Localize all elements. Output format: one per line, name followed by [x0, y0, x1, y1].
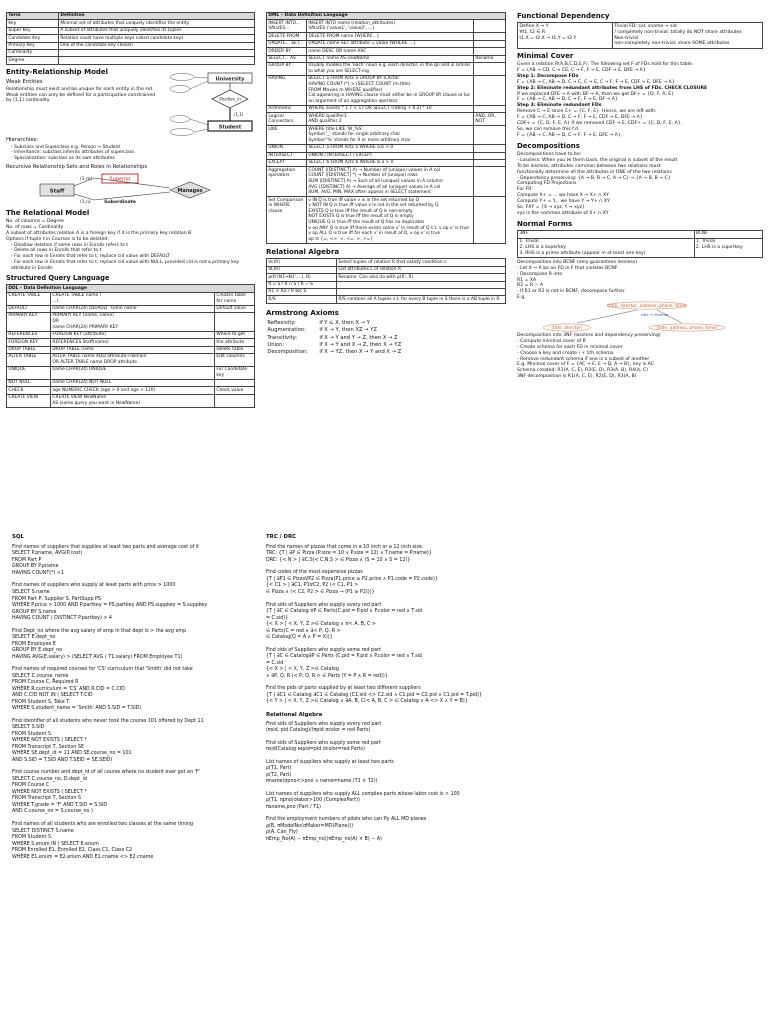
dml-cell	[474, 63, 506, 76]
ddl-cell: DEFAULT	[7, 305, 51, 312]
relational-option: - Disallow deletion if some rows in Enrolls refers to t	[11, 243, 255, 249]
ddl-cell: ALTER TABLE	[7, 353, 51, 366]
hier-title: Hierarchies:	[6, 136, 39, 143]
ra-row	[267, 289, 506, 296]
dml-row	[267, 106, 506, 113]
ddl-cell: CREATE VIEW NewName AS (some query you want in NewName)	[51, 394, 215, 407]
er-label: Student	[218, 124, 242, 131]
ddl-row	[7, 394, 255, 407]
hier-list	[6, 145, 255, 162]
dml-cell: Rename	[474, 55, 506, 62]
dml-cell: Set Comparison in WHERE clause	[267, 197, 307, 244]
ra-table	[266, 258, 506, 303]
fd-right	[613, 23, 763, 48]
bcnf-line: R2 = R − A	[517, 283, 543, 289]
term-cell: Super Key	[7, 27, 59, 34]
tnf-line: - Remove redundant schema if one is a subset of another	[517, 356, 650, 362]
bcnf-line: - Decompose R into	[517, 271, 563, 277]
ddl-row	[7, 292, 255, 305]
hier-item: - Inheritance: subclass inherits attributes of superclass	[11, 150, 255, 156]
dec-line: - Dependency preserving: {A → B, B → C, A → C} → {A → B, B → C}	[517, 175, 671, 181]
fd-left-line: ∀t1, t2 ∈ R	[519, 29, 546, 35]
ddl-table	[6, 284, 255, 408]
ddl-cell: Where to get	[215, 331, 255, 338]
term-cell: Key	[7, 20, 59, 27]
recursive-label: Subordinate	[104, 199, 136, 205]
er-label: Studies_in	[218, 97, 242, 103]
nf-bcnf-list	[694, 238, 762, 257]
armstrong-row	[266, 349, 403, 356]
trc-example: Find sids of Suppliers who supply every red part {T | ∃C ∈ Catalog ∀P ∈ Parts(C.pid = P.pid ∧ P.color = red ∧ T.sid = C.sid)} {< X > | < X, Y, Z >∈ Catalog ∧ ∀< A, B, C > ∈ Parts(C = red ∨ ∃< P, Q, R > ∈ Catalog(Q = A ∧ P = X))}	[266, 602, 423, 641]
term-cell: Primary Key	[7, 42, 59, 49]
relational-lines	[6, 219, 255, 243]
mc-line: F = {AB → C, AB → D, C → F, F → E, DFE → A}	[517, 132, 621, 138]
dml-cell: WHERE title LIKE 'W_%S' Symbol '_' stands for single arbitrary char Symbol '%' stands for 0 or more arbitrary char	[307, 126, 474, 145]
tnf-line: - Compute minimal cover of R	[517, 338, 586, 344]
dml-table	[266, 12, 506, 244]
fd-table	[517, 22, 763, 48]
armstrong-cell: Union:	[267, 342, 285, 349]
term-cell: Candidate Key	[7, 35, 59, 42]
recursive-label: (1,m)	[80, 176, 93, 182]
ddl-cell	[215, 380, 255, 387]
mc-line: F = {AB → CD, C → CE, C → F, F → E, CDF → E, DFE → A}	[517, 68, 646, 74]
ra-example: List names of suppliers who supply at least two parts ρ(T1, Part) ρ(T2, Part) πname(σpno<>pno ∧ name=name (T1 × T2))	[266, 759, 394, 785]
decomposition-label: (title, director)	[551, 326, 583, 332]
tnf-line: - Create schema for each FD in minimal cover	[517, 344, 623, 350]
ddl-cell: name CHAR(24) UNIQUE	[51, 367, 215, 380]
definition-header: Definition	[59, 13, 255, 20]
ddl-cell: CREATE TABLE	[7, 292, 51, 305]
armstrong-cell: Reflexivity:	[267, 319, 296, 326]
fd-title: Functional Dependency	[517, 12, 610, 20]
dml-row	[267, 63, 506, 76]
er-title: Entity-Relationship Model	[6, 67, 109, 76]
dml-row	[267, 152, 506, 159]
dec-lines	[517, 152, 763, 217]
dml-cell: DELETE FROM name [WHERE...]	[307, 33, 474, 40]
nf-bcnf-header: BCNF	[694, 231, 762, 238]
tnf-line: Schema created: R1(A, C, E), R2(E, D), R3(A, B), R4(A, C)	[517, 368, 648, 374]
dml-row	[267, 167, 506, 197]
ddl-cell: the attribute	[215, 339, 255, 346]
dml-cell	[474, 48, 506, 55]
ddl-row	[7, 339, 255, 346]
er-diagram	[162, 69, 254, 139]
ddl-cell: age NUMERIC CHECK (age > 0 and age < 120)	[51, 387, 215, 394]
bcnf-line: E.g.	[517, 295, 526, 301]
dml-cell: UNION / INTERSECT / EXCEPT	[307, 152, 474, 159]
ra-cell: σc(R)	[267, 259, 337, 266]
armstrong-cell: if X → Y and Y → Z, then X → Z	[319, 334, 398, 341]
ddl-cell: UNIQUE	[7, 367, 51, 380]
armstrong-cell: Decomposition:	[267, 349, 308, 356]
ddl-row	[7, 387, 255, 394]
dec-line: Computing FD Projections	[517, 181, 577, 187]
mc-line: CDF+ = {C, D, F, E, A} If we removed CDF → E, CDF+ = {C, D, F, E, A}.	[517, 120, 683, 126]
ra-row	[267, 296, 506, 303]
dml-cell: UNION	[267, 145, 307, 152]
dml-cell	[474, 145, 506, 152]
fd-right-line: / completely non-trivial: totally do NOT share attributes	[614, 29, 742, 35]
nf-bcnf-item: 2. LHS is a superkey	[695, 244, 743, 250]
mc-line: If we replaced DFE → A with DF → A, then we get DF+ = {D, F, A, E}	[517, 91, 675, 97]
trc-example: Find the names of pizzas that come in a 10 inch or a 12 inch size. TRC: {T | ∃P ∈ Pizza (P.size = 10 ∨ P.size = 12) ∧ T.name = P.name)} DRC: {< N > | ∃C,S(< C,N,S > ∈ Pizza ∧ (S = 10 ∨ S = 12)}	[266, 544, 432, 563]
relational-option: - Delete all rows in Enrolls that refer to t	[11, 248, 255, 254]
dml-row	[267, 113, 506, 126]
hier-item: - Specialization: subclass as its own attributes	[11, 156, 255, 162]
dml-row	[267, 76, 506, 106]
col-trc-drc	[266, 532, 526, 1022]
dml-cell: Aggregation operators	[267, 167, 307, 197]
relational-line: No. of rows = Cardinality	[6, 224, 64, 230]
dml-cell: SELECT... AS	[267, 55, 307, 62]
dml-cell	[474, 76, 506, 106]
ddl-row	[7, 380, 255, 387]
bcnf-lines	[517, 260, 763, 301]
dml-cell: COUNT ([DISTINCT] A) → Number of (unique) values in A col COUNT ([DISTINCT] *) → Number of (unique) rows SUM ([DISTINCT] A) → Sum of all (unique) values in A column AVG ([DISTINCT] A) → Average of all (unique) values in A col SUM, AVG, MIN, MAX often appear in SELECT statement	[307, 167, 474, 197]
ddl-cell: Check value	[215, 387, 255, 394]
mc-line: Given a relation R(A,B,C,D,E,F). The following set F of FDs hold for this table.	[517, 62, 694, 68]
mc-line: F = {AB → C, AB → D, C → C, C → E, C → F, F → E, CDF → E, DFE → A}	[517, 79, 675, 85]
ra-row	[267, 259, 506, 266]
trc-title: TRC / DRC	[266, 534, 297, 540]
sql-examples-title: SQL	[12, 534, 24, 540]
relational-line: A subset of attributes relation A is a foreign key if it is the primary key relation B	[6, 230, 192, 236]
mc-line: F = {AB → C, AB → D, C → F, F → E, CDF → E, DFE → A}	[517, 115, 643, 121]
armstrong-cell: if Y ⊆ X, then X → Y	[319, 319, 370, 326]
tnf-lines	[517, 333, 763, 380]
dml-row	[267, 20, 506, 33]
term-row	[7, 57, 255, 64]
dec-line: - Lossless: When you ⋈ them back, the original is subset of the result	[517, 157, 678, 163]
dec-line: To be lossless, attributes common between two relations must	[517, 163, 661, 169]
hier-item: - Subclass and Superclass e.g. Person → Student	[11, 145, 255, 151]
dec-line: So, FXY = {X → xyz, Y → xyz}	[517, 204, 585, 210]
armstrong-table	[266, 319, 403, 356]
col-fd-nf	[517, 12, 763, 512]
dml-cell	[474, 159, 506, 166]
fd-right-line: Trivial FD: sid, sname → sid	[614, 23, 677, 29]
ddl-cell: Creates table for name	[215, 292, 255, 305]
ra-cell: πL(R)	[267, 266, 337, 273]
fd-left	[518, 23, 613, 48]
ra-row	[267, 266, 506, 273]
ddl-cell: CREATE TABLE name ( ...)	[51, 292, 215, 305]
relational-title: The Relational Model	[6, 208, 90, 217]
armstrong-cell: Transitivity:	[267, 334, 297, 341]
ddl-row	[7, 305, 255, 312]
ra-title: Relational Algebra	[266, 248, 340, 256]
ddl-row	[7, 367, 255, 380]
armstrong-cell: if X → YZ, then X → Y and X → Z	[319, 349, 402, 356]
trc-example: Find the pids of parts supplied by at least two different suppliers {T | ∃C1 ∈ Catalog ∃C1 ∈ Catalog (C1.sid <> C2.sid ∧ C1.pid = C2.pid ∧ C1.pid = T.pid)} {< Y > | < X, Y, Z >∈ Catalog ∧ ∃A, B, C(< A, B, C > ∈ Catalog ∧ A <> X ∧ Y = B)}	[266, 686, 482, 705]
dml-cell: LIKE	[267, 126, 307, 145]
term-row	[7, 50, 255, 57]
dml-cell: v IN Q is true iff value v is in the set returned by Q v NOT IN Q is true iff value v is not in the set returned by Q EXISTS Q is true iff the result of Q is non-empty NOT EXISTS Q is true iff the result of Q is empty UNIQUE Q is true iff the result of Q has no duplicates v op ANY Q is true iff there exists some v' in result of Q s.t. v op v' is true v op ALL Q is true iff for each v' in result of Q, v op v' is true op ∈ {=, <>, <, <=, >, >=}	[307, 197, 474, 244]
tnf-line: E.g. Minimal cover of F = {AC → E, E → D, A → B}, key is AC	[517, 362, 654, 368]
ddl-row	[7, 331, 255, 338]
nf-3nf-list	[518, 238, 695, 257]
term-cell: Cardinality	[7, 50, 59, 57]
ra-example: Find sids of Suppliers who supply some red part πsid(Catalog ⋈pid=pid σcolor=red Parts)	[266, 740, 381, 753]
dml-row	[267, 159, 506, 166]
term-table	[6, 12, 255, 65]
dml-cell	[474, 40, 506, 47]
relational-options	[6, 243, 255, 272]
tnf-line: Decomposition into 3NF (lossless and dependency preserving)	[517, 333, 661, 339]
dml-cell: Logical Connectors	[267, 113, 307, 126]
ddl-header: DDL – Data Definition Language	[7, 285, 255, 292]
dml-cell	[474, 106, 506, 113]
col-dml-ra	[266, 12, 506, 512]
armstrong-cell: if X → Y and X → Z, then X → YZ	[319, 342, 402, 349]
ddl-cell: REFERENCES Staff(name)	[51, 339, 215, 346]
ddl-row	[7, 313, 255, 332]
trc-example-list	[266, 545, 526, 706]
dml-cell: Arithmetic	[267, 106, 307, 113]
dec-line: Compute X+ = ... we have X → X+ ∩ XY	[517, 193, 609, 199]
sql-example: Find names of suppliers who supply at least parts with price > 1000 SELECT S.name FROM Part P, Supplier S, PartSupp PS WHERE P.price > 1000 AND P.partkey = PS.partkey AND PS.suppkey = S.suppkey GROUP BY S.name HAVING COUNT ( DISTINCT P.partkey) > 4	[12, 583, 208, 622]
ddl-cell: ALTER TABLE name ADD attribute+domain OR ALTER TABLE name DROP attribute	[51, 353, 215, 366]
term-header: Term	[7, 13, 59, 20]
mc-title: Minimal Cover	[517, 51, 574, 60]
bcnf-line: - If R1 or R2 is not in BCNF, decompose further	[517, 289, 625, 295]
sql-example: Find names of all students who are enrolled two classes at the same timing SELECT DISTINCT S.name FROM Student S WHERE S.enum IN ( SELECT E.enum FROM Enrolled E1, Enrolled E2, Class C1, Class C2 WHERE E1.enum = E2.enum AND E1.cname <> E2.cname	[12, 821, 194, 860]
weak-text: Relationship must exist and be unique for each entity in the set. Weak entities can only be defined for a participation constrained by (1,1) cardinality	[6, 86, 156, 104]
ddl-cell: name CHAR(24) NOT NULL	[51, 380, 215, 387]
ra-cell	[337, 281, 506, 288]
mc-line: So, we can remove this f.d.	[517, 126, 580, 132]
sql-title: Structured Query Language	[6, 274, 110, 283]
trc-example: Find codes of the most expensive pizzas {T | ∃P1 ∈ PizzaVP2 ∈ Pizza(P1.price ≥ P2.price ∧ P1.code = P2.code)} {< C1 > | ∃C1, P1∀C2, P2 (< C1, P1 > ∈ Pizza ∧ (< C2, P2 > ∈ Pizza → (P1 ≥ P2)))}	[266, 570, 438, 595]
ddl-cell	[215, 394, 255, 407]
dml-cell	[474, 152, 506, 159]
ddl-cell	[215, 313, 255, 332]
ra-cell: R ∪ S / R ∩ S / R − S	[267, 281, 337, 288]
dml-cell: DELETE FROM	[267, 33, 307, 40]
ra-cell: R1 × R2 / R ⋈c S	[267, 289, 337, 296]
term-cell: A subset of attributes that uniquely identifies its tuples	[59, 27, 255, 34]
ddl-cell: DROP TABLE name	[51, 346, 215, 353]
term-cell: Degree	[7, 57, 59, 64]
dml-cell: SELECT a FROM Acts a GROUP BY a.Actor HAVING COUNT (*) > (SELECT COUNT (m.title) FROM Movies m WHERE qualifier) Col appearing in HAVING clause must either be in GROUP BY clause or be an argument of an aggregation operator	[307, 76, 474, 106]
mc-line: F = {AB → C, AB → D, C → F, F → E, DF → A}	[517, 97, 618, 103]
decomposition-label: (title, address, phone, time)	[657, 326, 717, 332]
ra-cell: Select tuples of relation R that satisfy condition c	[337, 259, 506, 266]
dml-cell: WHERE assets * 1.7 < 17 OR SELECT (rating + 0.2) * 10	[307, 106, 474, 113]
ra-row	[267, 281, 506, 288]
nf-3nf-item: 2. LHS is a superkey	[519, 244, 567, 250]
ddl-cell: PRIMARY KEY	[7, 313, 51, 332]
ddl-cell: NOT NULL	[7, 380, 51, 387]
fd-left-line: t1.X = t2.X → t1.Y = t2.Y	[519, 35, 577, 41]
ddl-cell: Default value	[215, 305, 255, 312]
ra-example: Find the employment numbers of pilots who can fly ALL MD planes ρ(B, πModelNo(σMaker=MD(Plane))) ρ(A, Can_Fly) πEmp_No(A) − πEmp_no((πEmp_no(A) × B) − A)	[266, 817, 427, 842]
mc-line: Step 1: Decompose FDs	[517, 73, 579, 79]
ra-cell: R/S	[267, 296, 337, 303]
ra-example: List names of suppliers who supply ALL complex parts whose labor cost is > 100 ρ(T1, πpno(σlabor>100 (ComplexPart)) πsname,pno (Part / T1)	[266, 791, 460, 810]
bcnf-line: - Let X → A be an FD in F that violates BCNF	[517, 265, 618, 271]
ddl-cell: FOREIGN KEY	[7, 339, 51, 346]
ra-cell: R/S contains all A tuples s.t. for every B tuple in S there is a AB tuple in R	[337, 296, 506, 303]
ddl-cell: PRIMARY KEY (name, name) OR name CHAR(24) PRIMARY KEY	[51, 313, 215, 332]
armstrong-cell: Augmentation:	[267, 327, 306, 334]
dml-cell	[474, 197, 506, 244]
dml-cell	[474, 167, 506, 197]
nf-3nf-item: 1. Trivial	[519, 238, 539, 244]
term-row	[7, 35, 255, 42]
term-cell: One of the candidate key chosen	[59, 42, 255, 49]
sql-example: Find Dept_no where the avg salary of emp in that dept is > the avg emp SELECT E.dept_no FROM Employee E GROUP BY E.dept_no HAVING AVG(E.salary) > (SELECT AVG ( T1.salary) FROM Employee T1)	[12, 628, 187, 660]
term-row	[7, 27, 255, 34]
er-label: (1,1)	[234, 111, 244, 117]
ra-cell: Rename. Can also do with ρ(R', R)	[337, 274, 506, 281]
dml-row	[267, 55, 506, 62]
tnf-line: 3NF decomposition is R1(A, C, E), R2(E, D), R3(A, B)	[517, 374, 637, 380]
armstrong-row	[266, 327, 403, 334]
nf-3nf-item: 3. RHS is a prime attribute (appear in at least one key)	[519, 250, 646, 256]
sql-example: Find identifier of all students who never took the course 101 offered by Dept 11 SELECT S.SID FROM Student S WHERE NOT EXISTS ( SELECT * FROM Transcript T, Section SE WHERE SE.dept_id = 11 AND SE.course_no = 101 AND S.SID = T.SID AND T.SEID = SE.SEID)	[12, 718, 204, 763]
dec-title: Decompositions	[517, 141, 580, 150]
ddl-row	[7, 353, 255, 366]
armstrong-row	[266, 342, 403, 349]
dml-row	[267, 40, 506, 47]
dml-cell: UPDATE name SET attribute = value [WHERE ...]	[307, 40, 474, 47]
recursive-label: Superior	[109, 176, 131, 183]
nf-table	[517, 230, 763, 258]
armstrong-row	[266, 319, 403, 326]
er-label: University	[215, 76, 245, 83]
dml-row	[267, 126, 506, 145]
recursive-label: Manages	[177, 187, 203, 194]
mc-line: Step 2: Eliminate redundant attributes from LHS of FDs. CHECK CLOSURE	[517, 85, 708, 91]
mc-lines	[517, 62, 763, 138]
mc-line: Remove C → E since C+ = {C, F, E}. Hence, we are left with:	[517, 109, 657, 115]
recursive-label: Staff	[49, 188, 65, 195]
dml-row	[267, 48, 506, 55]
dml-row	[267, 145, 506, 152]
col-sql-examples	[12, 532, 262, 1022]
ddl-cell: CHECK	[7, 387, 51, 394]
nf-bcnf-item: 1. Trivial	[695, 238, 716, 244]
mc-line: Step 3: Eliminate redundant FDs	[517, 103, 602, 109]
ra-cell	[337, 289, 506, 296]
ra-cell: ρ(R'(N1→N1',...), R)	[267, 274, 337, 281]
dec-line: functionally determine all the attributes in ONE of the two relations	[517, 169, 672, 175]
dml-header: DML – Data Definition Language	[267, 13, 506, 20]
sql-example: Find names of suppliers that supplies at least two parts and average cost of it SELECT P.pname, AVG(P.cost) FROM Part P GROUP BY P.pname HAVING COUNT(*) >1	[12, 544, 200, 576]
dml-cell: INSERT INTO... VALUES...	[267, 20, 307, 33]
dml-cell	[474, 33, 506, 40]
dml-cell: SELECT name AS newName	[307, 55, 474, 62]
sql-example: Find course number and dept_id of all course where no student ever got an 'F' SELECT C.course_no, D.dept_id FROM Course C WHERE NOT EXISTS ( SELECT * FROM Transcript T, Section S WHERE T.grade = 'F' AND T.SID = S.SID AND C.course_no = S.course_no )	[12, 770, 200, 815]
armstrong-row	[266, 334, 403, 341]
dml-cell: Usually models the 'each' noun e.g. each director, in the qn and is similar to what you are SELECT-ing	[307, 63, 474, 76]
trc-example: Find sids of Suppliers who supply some red part {T | ∃C ∈ Catalog∃P ∈ Parts (C.pid = P.pid ∧ P.color = red ∧ T.sid = C.sid {< X > | < X, Y, Z >∈ Catalog ∧ ∃P, Q, R (< P, Q, R > ∈ Parts (Y = P ∧ R = red))}	[266, 647, 422, 679]
ddl-cell: For Candidate key	[215, 367, 255, 380]
ra-example: Find sids of Suppliers who supply every red part (πsid, pid Catalog)/(πpid σcolor = red Parts)	[266, 721, 382, 734]
relational-line: No. of columns = Degree	[6, 219, 64, 225]
decomposition-example	[527, 301, 727, 333]
decomposition-label: title → director	[641, 312, 669, 318]
dml-cell: WHERE qualifier1 AND qualifier 2	[307, 113, 474, 126]
dml-cell: AND, OR, NOT	[474, 113, 506, 126]
ra-row	[267, 274, 506, 281]
ddl-cell: name CHAR(24) DEFAULT 'some name'	[51, 305, 215, 312]
sql-example-list	[12, 545, 262, 861]
relational-option: - For each row in Enrolls that refer to t, replace cid value with NULL, provided cid is not a primary key attribute in Enrolls	[11, 260, 255, 272]
relational-option: - For each row in Enrolls that refer to t, replace cid value with DEFAULT	[11, 254, 255, 260]
dml-cell: SELECT a FROM Acts a WHERE a.b > 0	[307, 145, 474, 152]
nf-3nf-header: 3NF	[518, 231, 695, 238]
col-erm-sql	[6, 12, 255, 512]
ddl-cell: CREATE VIEW	[7, 394, 51, 407]
dml-cell: name DESC OR name ASC	[307, 48, 474, 55]
term-cell	[59, 57, 255, 64]
dml-cell: INTERSECT	[267, 152, 307, 159]
relational-line: Options if tuple t in Courses is to be deleted:	[6, 236, 109, 242]
ra-examples-title: Relational Algebra	[266, 711, 323, 718]
nf-title: Normal Forms	[517, 219, 573, 228]
dml-cell: ORDER BY	[267, 48, 307, 55]
dml-cell: EXCEPT	[267, 159, 307, 166]
ra-example-list	[266, 722, 526, 844]
weak-title: Weak Entities	[6, 78, 43, 85]
tnf-line: - Choose a key and create i + 1th schema	[517, 350, 614, 356]
dml-cell	[474, 126, 506, 145]
bcnf-line: R1 = XA	[517, 277, 537, 283]
dml-cell: UPDATE... SET...	[267, 40, 307, 47]
recursive-title: Recursive Relationship Sets and Roles in Relationships	[6, 163, 148, 170]
dml-cell: INSERT INTO name (relation_attributes) VALUES ('value1', 'value2', ...)	[307, 20, 474, 33]
ddl-cell: Edit columns	[215, 353, 255, 366]
dml-row	[267, 33, 506, 40]
bcnf-line: Decomposition into BCNF (only guarantees lossless)	[517, 259, 637, 265]
recursive-diagram	[34, 172, 234, 206]
term-row	[7, 42, 255, 49]
decomposition-label: (title, director, address, phone, time)	[607, 304, 687, 310]
ddl-cell: DROP TABLE	[7, 346, 51, 353]
dec-line: Compute Y+ = Y... we have Y → Y+ ∩ XY	[517, 199, 610, 205]
term-cell: Minimal set of attributes that uniquely identifies the entity	[59, 20, 255, 27]
dml-cell: GROUP BY	[267, 63, 307, 76]
term-row	[7, 20, 255, 27]
sql-example: Find names of required courses for 'CS' curriculum that 'Smith' did not take SELECT C.course_name FROM Course C, Required R WHERE R.curriculum = 'CS' AND R.CID = C.CID AND C.CID NOT IN ( SELECT T.CID FROM Student S, Take T WHERE S.student_name = 'Smith' AND S.SID = T.SID)	[12, 667, 193, 712]
ddl-cell: Delete table	[215, 346, 255, 353]
term-cell: Relation could have multiple keys called candidate keys	[59, 35, 255, 42]
ddl-cell: REFERENCES	[7, 331, 51, 338]
armstrong-cell: if X → Y, then XZ → YZ	[319, 327, 377, 334]
fd-left-line: Define X → Y	[519, 23, 549, 29]
dec-line: Decompositions have to be:	[517, 152, 582, 158]
dml-cell: SELECT b FROM Acts b WHERE b.a > 0	[307, 159, 474, 166]
armstrong-title: Armstrong Axioms	[266, 308, 339, 317]
dec-line: For FR'	[517, 187, 533, 193]
fd-right-line: Non-trivial	[614, 35, 639, 41]
dml-row	[267, 197, 506, 244]
dml-cell: HAVING	[267, 76, 307, 106]
term-cell	[59, 50, 255, 57]
ddl-row	[7, 346, 255, 353]
dml-cell	[474, 20, 506, 33]
ddl-cell: FOREIGN KEY (attribute)	[51, 331, 215, 338]
dec-line: xyz is the common attribute of X+ ∩ XY	[517, 210, 609, 216]
recursive-label: (1,n)	[80, 199, 91, 205]
ra-cell: List attributes L of relation R	[337, 266, 506, 273]
fd-right-line: non-completely non-trivial: share SOME attributes	[614, 41, 730, 47]
